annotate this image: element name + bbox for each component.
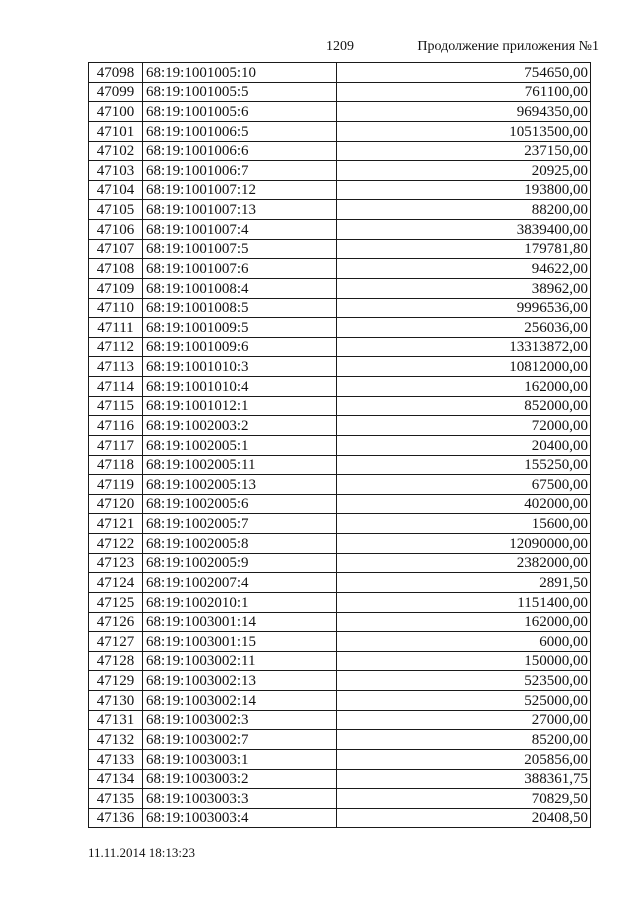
- cadastral-value-cell: 761100,00: [337, 82, 591, 102]
- cadastral-number-cell: 68:19:1001010:3: [143, 357, 337, 377]
- cadastral-value-cell: 9996536,00: [337, 298, 591, 318]
- cadastral-number-cell: 68:19:1001005:6: [143, 102, 337, 122]
- cadastral-value-cell: 754650,00: [337, 63, 591, 83]
- cadastral-value-cell: 2382000,00: [337, 553, 591, 573]
- cadastral-value-cell: 525000,00: [337, 691, 591, 711]
- cadastral-value-cell: 523500,00: [337, 671, 591, 691]
- cadastral-value-cell: 3839400,00: [337, 220, 591, 240]
- table-row: [89, 730, 591, 750]
- table-body: [89, 63, 591, 828]
- table-row: [89, 494, 591, 514]
- row-number-cell: 47114: [89, 377, 143, 397]
- row-number-cell: 47099: [89, 82, 143, 102]
- cadastral-number-cell: 68:19:1001007:12: [143, 180, 337, 200]
- cadastral-value-cell: 150000,00: [337, 651, 591, 671]
- row-number-cell: 47113: [89, 357, 143, 377]
- cadastral-number-cell: 68:19:1001012:1: [143, 396, 337, 416]
- row-number-cell: 47131: [89, 710, 143, 730]
- cadastral-value-cell: 402000,00: [337, 494, 591, 514]
- cadastral-value-cell: 237150,00: [337, 141, 591, 161]
- table-row: [89, 691, 591, 711]
- table-row: [89, 82, 591, 102]
- cadastral-number-cell: 68:19:1002005:8: [143, 534, 337, 554]
- table-row: [89, 161, 591, 181]
- table-row: [89, 749, 591, 769]
- table-row: [89, 396, 591, 416]
- table-row: [89, 475, 591, 495]
- table-row: [89, 357, 591, 377]
- table-row: [89, 808, 591, 828]
- cadastral-value-cell: 193800,00: [337, 180, 591, 200]
- cadastral-number-cell: 68:19:1003002:7: [143, 730, 337, 750]
- row-number-cell: 47111: [89, 318, 143, 338]
- table-row: [89, 259, 591, 279]
- cadastral-value-cell: 10513500,00: [337, 121, 591, 141]
- row-number-cell: 47125: [89, 592, 143, 612]
- cadastral-number-cell: 68:19:1001007:13: [143, 200, 337, 220]
- table-row: [89, 553, 591, 573]
- cadastral-number-cell: 68:19:1003002:14: [143, 691, 337, 711]
- table-row: [89, 671, 591, 691]
- table-row: [89, 534, 591, 554]
- cadastral-number-cell: 68:19:1002005:7: [143, 514, 337, 534]
- table-row: [89, 337, 591, 357]
- row-number-cell: 47115: [89, 396, 143, 416]
- table-row: [89, 377, 591, 397]
- cadastral-value-cell: 155250,00: [337, 455, 591, 475]
- cadastral-value-cell: 162000,00: [337, 612, 591, 632]
- row-number-cell: 47128: [89, 651, 143, 671]
- row-number-cell: 47110: [89, 298, 143, 318]
- cadastral-value-cell: 67500,00: [337, 475, 591, 495]
- table-row: [89, 278, 591, 298]
- table-row: [89, 592, 591, 612]
- cadastral-number-cell: 68:19:1001006:6: [143, 141, 337, 161]
- cadastral-value-cell: 256036,00: [337, 318, 591, 338]
- cadastral-value-cell: 20925,00: [337, 161, 591, 181]
- row-number-cell: 47104: [89, 180, 143, 200]
- row-number-cell: 47117: [89, 435, 143, 455]
- cadastral-value-cell: 179781,80: [337, 239, 591, 259]
- cadastral-value-cell: 1151400,00: [337, 592, 591, 612]
- cadastral-value-cell: 9694350,00: [337, 102, 591, 122]
- table-row: [89, 789, 591, 809]
- row-number-cell: 47135: [89, 789, 143, 809]
- table-row: [89, 220, 591, 240]
- table-row: [89, 102, 591, 122]
- table-row: [89, 651, 591, 671]
- cadastral-value-cell: 162000,00: [337, 377, 591, 397]
- row-number-cell: 47101: [89, 121, 143, 141]
- cadastral-number-cell: 68:19:1001006:7: [143, 161, 337, 181]
- cadastral-number-cell: 68:19:1003001:15: [143, 632, 337, 652]
- row-number-cell: 47102: [89, 141, 143, 161]
- cadastral-number-cell: 68:19:1001007:5: [143, 239, 337, 259]
- row-number-cell: 47103: [89, 161, 143, 181]
- cadastral-value-cell: 6000,00: [337, 632, 591, 652]
- cadastral-number-cell: 68:19:1003003:4: [143, 808, 337, 828]
- cadastral-value-cell: 15600,00: [337, 514, 591, 534]
- table-row: [89, 121, 591, 141]
- row-number-cell: 47122: [89, 534, 143, 554]
- table-row: [89, 612, 591, 632]
- cadastral-value-cell: 38962,00: [337, 278, 591, 298]
- cadastral-number-cell: 68:19:1003001:14: [143, 612, 337, 632]
- cadastral-value-cell: 13313872,00: [337, 337, 591, 357]
- table-row: [89, 318, 591, 338]
- page-number: 1209: [326, 39, 354, 54]
- cadastral-number-cell: 68:19:1001008:5: [143, 298, 337, 318]
- cadastral-value-cell: 85200,00: [337, 730, 591, 750]
- cadastral-value-cell: 20400,00: [337, 435, 591, 455]
- row-number-cell: 47126: [89, 612, 143, 632]
- row-number-cell: 47133: [89, 749, 143, 769]
- cadastral-number-cell: 68:19:1001007:6: [143, 259, 337, 279]
- row-number-cell: 47100: [89, 102, 143, 122]
- cadastral-number-cell: 68:19:1001006:5: [143, 121, 337, 141]
- cadastral-value-table: [88, 62, 591, 828]
- appendix-title: Продолжение приложения №1: [417, 39, 599, 54]
- row-number-cell: 47119: [89, 475, 143, 495]
- row-number-cell: 47107: [89, 239, 143, 259]
- table-row: [89, 710, 591, 730]
- table-row: [89, 141, 591, 161]
- table-row: [89, 180, 591, 200]
- row-number-cell: 47098: [89, 63, 143, 83]
- table-row: [89, 435, 591, 455]
- cadastral-number-cell: 68:19:1001005:10: [143, 63, 337, 83]
- table-row: [89, 455, 591, 475]
- cadastral-value-cell: 12090000,00: [337, 534, 591, 554]
- row-number-cell: 47116: [89, 416, 143, 436]
- row-number-cell: 47120: [89, 494, 143, 514]
- table-row: [89, 632, 591, 652]
- row-number-cell: 47132: [89, 730, 143, 750]
- table-row: [89, 200, 591, 220]
- table-row: [89, 769, 591, 789]
- cadastral-number-cell: 68:19:1003002:13: [143, 671, 337, 691]
- cadastral-number-cell: 68:19:1001009:6: [143, 337, 337, 357]
- row-number-cell: 47105: [89, 200, 143, 220]
- cadastral-value-cell: 852000,00: [337, 396, 591, 416]
- table-row: [89, 416, 591, 436]
- row-number-cell: 47106: [89, 220, 143, 240]
- cadastral-number-cell: 68:19:1002005:1: [143, 435, 337, 455]
- cadastral-number-cell: 68:19:1002003:2: [143, 416, 337, 436]
- row-number-cell: 47136: [89, 808, 143, 828]
- cadastral-value-cell: 72000,00: [337, 416, 591, 436]
- cadastral-value-cell: 70829,50: [337, 789, 591, 809]
- table-row: [89, 63, 591, 83]
- row-number-cell: 47108: [89, 259, 143, 279]
- cadastral-number-cell: 68:19:1003003:1: [143, 749, 337, 769]
- table-row: [89, 298, 591, 318]
- cadastral-number-cell: 68:19:1003002:3: [143, 710, 337, 730]
- cadastral-number-cell: 68:19:1003002:11: [143, 651, 337, 671]
- table-row: [89, 573, 591, 593]
- cadastral-number-cell: 68:19:1002007:4: [143, 573, 337, 593]
- row-number-cell: 47118: [89, 455, 143, 475]
- cadastral-number-cell: 68:19:1002005:11: [143, 455, 337, 475]
- row-number-cell: 47130: [89, 691, 143, 711]
- cadastral-number-cell: 68:19:1001010:4: [143, 377, 337, 397]
- cadastral-number-cell: 68:19:1001005:5: [143, 82, 337, 102]
- row-number-cell: 47129: [89, 671, 143, 691]
- cadastral-value-cell: 94622,00: [337, 259, 591, 279]
- table-row: [89, 239, 591, 259]
- row-number-cell: 47134: [89, 769, 143, 789]
- table-row: [89, 514, 591, 534]
- cadastral-value-cell: 205856,00: [337, 749, 591, 769]
- cadastral-number-cell: 68:19:1003003:2: [143, 769, 337, 789]
- cadastral-number-cell: 68:19:1003003:3: [143, 789, 337, 809]
- row-number-cell: 47127: [89, 632, 143, 652]
- cadastral-number-cell: 68:19:1002005:6: [143, 494, 337, 514]
- cadastral-value-cell: 2891,50: [337, 573, 591, 593]
- footer-timestamp: 11.11.2014 18:13:23: [88, 845, 196, 860]
- row-number-cell: 47121: [89, 514, 143, 534]
- row-number-cell: 47112: [89, 337, 143, 357]
- cadastral-number-cell: 68:19:1002005:9: [143, 553, 337, 573]
- cadastral-number-cell: 68:19:1001009:5: [143, 318, 337, 338]
- cadastral-value-cell: 27000,00: [337, 710, 591, 730]
- cadastral-value-cell: 20408,50: [337, 808, 591, 828]
- cadastral-number-cell: 68:19:1002005:13: [143, 475, 337, 495]
- cadastral-value-cell: 88200,00: [337, 200, 591, 220]
- cadastral-value-cell: 10812000,00: [337, 357, 591, 377]
- cadastral-number-cell: 68:19:1001007:4: [143, 220, 337, 240]
- cadastral-number-cell: 68:19:1001008:4: [143, 278, 337, 298]
- cadastral-value-cell: 388361,75: [337, 769, 591, 789]
- row-number-cell: 47109: [89, 278, 143, 298]
- cadastral-number-cell: 68:19:1002010:1: [143, 592, 337, 612]
- row-number-cell: 47123: [89, 553, 143, 573]
- row-number-cell: 47124: [89, 573, 143, 593]
